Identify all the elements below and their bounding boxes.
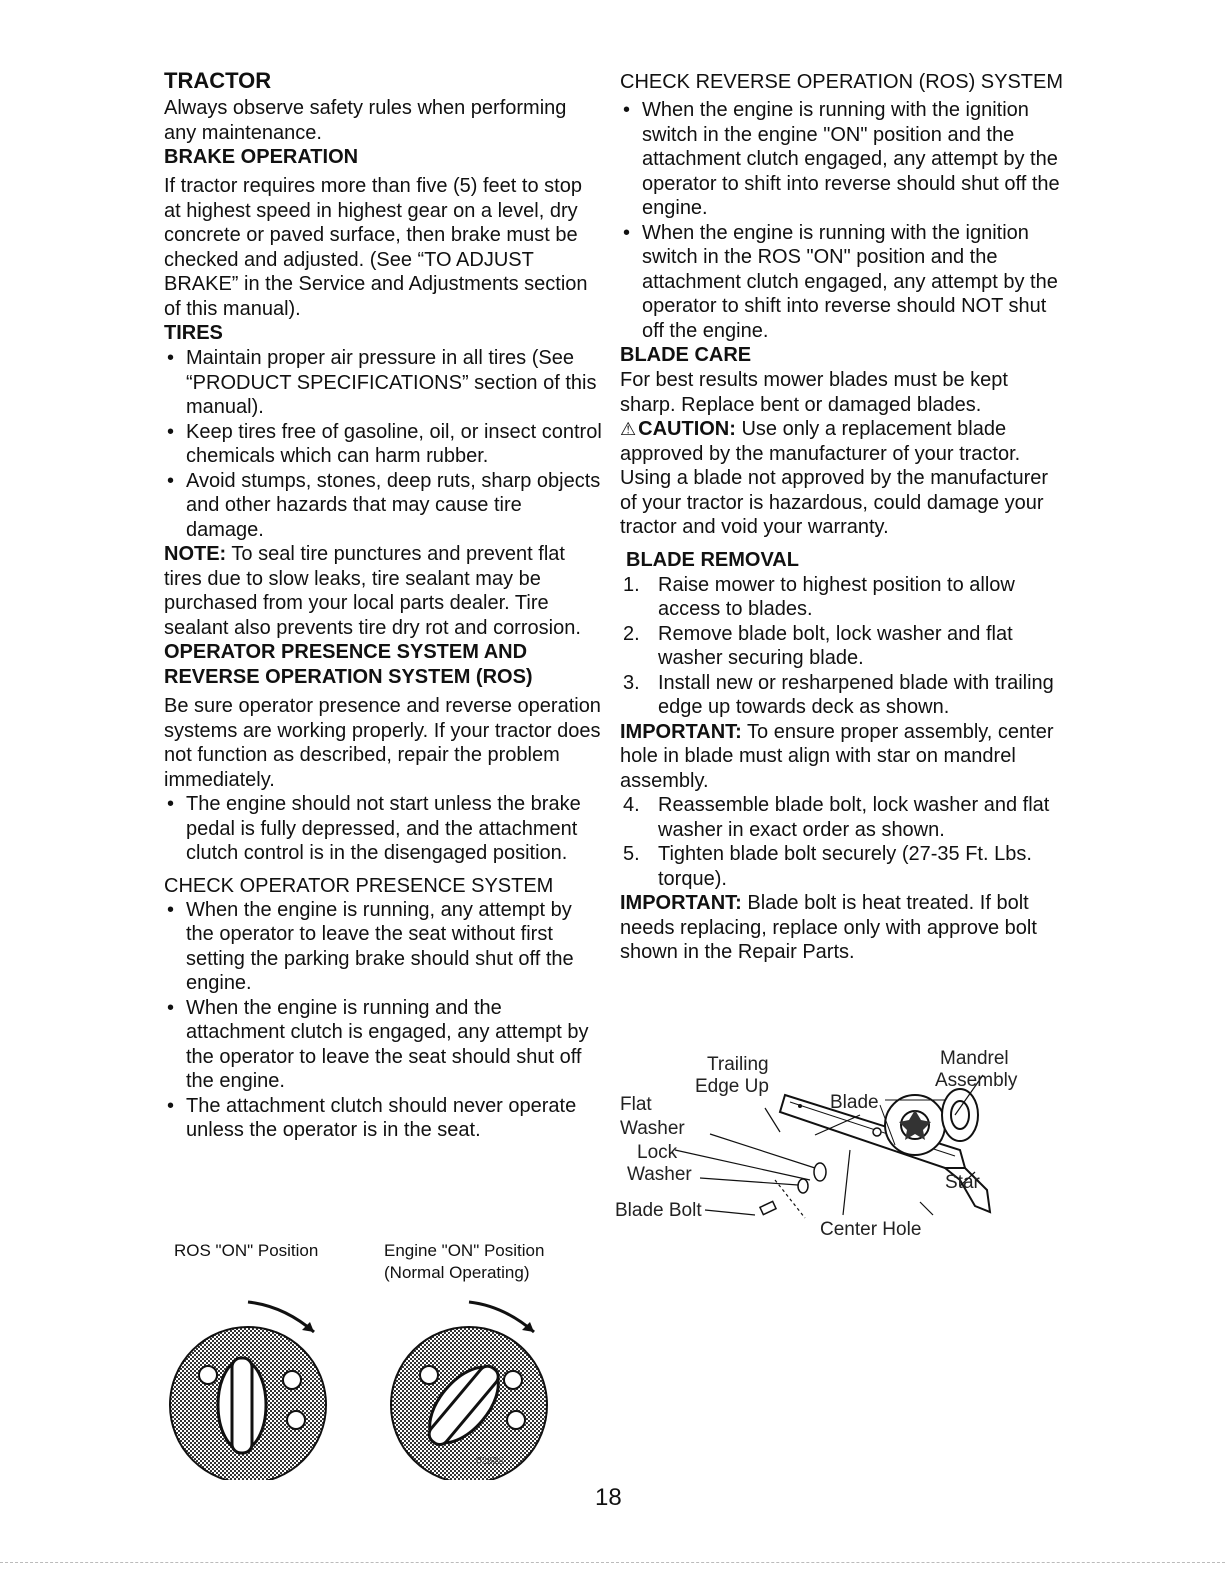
heading-tires: TIRES (164, 322, 223, 344)
scan-edge-line (0, 1562, 1225, 1563)
left-column (164, 66, 604, 1143)
svg-text:Blade Bolt: Blade Bolt (615, 1200, 702, 1221)
note-text: To seal tire punctures and prevent flat tires due to slow leaks, tire sealant may be purchased from your local parts dealer. Tire sealant also prevents tire dry rot and corrosion. (164, 543, 581, 639)
caution-text: Use only a replacement blade approved by the manufacturer of your tractor. Using a blade not approved by the manufacturer of your tractor is hazardous, could damage your tractor and void your warranty. (620, 418, 1049, 538)
list-item: 5. Tighten blade bolt securely (27-35 Ft. Lbs. torque). (623, 843, 1032, 890)
svg-text:Star: Star (945, 1172, 980, 1193)
right-column (620, 70, 1065, 965)
ignition-switch-figure (164, 1240, 624, 1480)
heading-blade-care: BLADE CARE (620, 344, 752, 366)
heading-check-operator-presence: CHECK OPERATOR PRESENCE SYSTEM (164, 874, 554, 897)
knob-caption-engine-line2: (Normal Operating) (384, 1263, 530, 1282)
list-item: 4. Reassemble blade bolt, lock washer and flat washer in exact order as shown. (623, 794, 1050, 841)
blade-bolt-icon (760, 1201, 776, 1214)
important-paragraph-1 (620, 720, 1065, 794)
svg-text:Trailing: Trailing (707, 1054, 769, 1075)
ops-text: Be sure operator presence and reverse operation systems are working properly. If your tractor does not function as described, repair the problem immediately. (164, 695, 601, 791)
list-item: • Keep tires free of gasoline, oil, or insect control chemicals which can harm rubber. (164, 420, 604, 469)
list-item: • When the engine is running and the attachment clutch is engaged, any attempt by the operator to leave the seat should shut off the engine. (164, 996, 604, 1094)
check-ops-list (164, 898, 604, 1143)
list-item: • When the engine is running, any attempt by the operator to leave the seat without first setting the parking brake should shut off the engine. (164, 898, 604, 996)
svg-text:Mandrel: Mandrel (940, 1048, 1009, 1069)
svg-text:Washer: Washer (627, 1164, 692, 1185)
ros-knob-icon (170, 1302, 326, 1480)
svg-text:Blade: Blade (830, 1092, 879, 1113)
caution-label: CAUTION: (638, 418, 736, 440)
svg-text:Lock: Lock (637, 1142, 678, 1163)
svg-text:Flat: Flat (620, 1094, 652, 1115)
list-item: 1. Raise mower to highest position to allow access to blades. (623, 573, 1015, 620)
blade-removal-steps-continued (620, 793, 1065, 891)
blade-care-text: For best results mower blades must be kept sharp. Replace bent or damaged blades. (620, 369, 1008, 416)
svg-text:Edge Up: Edge Up (695, 1076, 769, 1097)
knob-caption-engine-line1: Engine "ON" Position (384, 1241, 545, 1260)
knob-caption-ros: ROS "ON" Position (174, 1241, 319, 1260)
list-item: • The engine should not start unless the brake pedal is fully depressed, and the attachment clutch control is in the disengaged position. (164, 792, 604, 866)
section-title-tractor: TRACTOR (164, 68, 272, 93)
list-item: • Avoid stumps, stones, deep ruts, sharp objects and other hazards that may cause tire damage. (164, 469, 604, 543)
heading-check-reverse-operation: CHECK REVERSE OPERATION (ROS) SYSTEM (620, 71, 1064, 93)
list-item: 2. Remove blade bolt, lock washer and flat washer securing blade. (623, 622, 1013, 669)
important-label: IMPORTANT: (620, 892, 742, 914)
list-item: • When the engine is running with the ignition switch in the ROS "ON" position and the attachment clutch engaged, any attempt by the operator to shift into reverse should NOT shut off the engine. (620, 221, 1065, 344)
svg-text:Assembly: Assembly (935, 1070, 1018, 1091)
note-paragraph (164, 542, 604, 640)
warning-triangle-icon: ⚠ (620, 419, 637, 439)
svg-text:Center Hole: Center Hole (820, 1219, 922, 1240)
page-number: 18 (595, 1484, 622, 1511)
ignition-knobs-illustration (164, 1240, 624, 1480)
note-label: NOTE: (164, 543, 227, 565)
important-label: IMPORTANT: (620, 720, 742, 743)
list-item: • When the engine is running with the ignition switch in the engine "ON" position and the attachment clutch engaged, any attempt by the operator to shift into reverse should shut off the engine. (620, 98, 1065, 221)
list-item: • Maintain proper air pressure in all tires (See “PRODUCT SPECIFICATIONS” section of this manual). (164, 346, 604, 420)
figure-code: 02828 (476, 1456, 504, 1467)
blade-removal-steps (620, 573, 1065, 720)
important-text: To ensure proper assembly, center hole in blade must align with star on mandrel assembly. (620, 720, 1054, 792)
intro-text: Always observe safety rules when performing any maintenance. (164, 97, 567, 144)
ops-list (164, 792, 604, 866)
blade-assembly-diagram (615, 1040, 1065, 1250)
list-item: • The attachment clutch should never operate unless the operator is in the seat. (164, 1094, 604, 1143)
check-ros-list (620, 98, 1065, 343)
heading-brake-operation: BRAKE OPERATION (164, 146, 359, 168)
engine-knob-icon (391, 1302, 547, 1480)
caution-paragraph (620, 417, 1065, 540)
svg-text:Washer: Washer (620, 1118, 685, 1139)
brake-text: If tractor requires more than five (5) feet to stop at highest speed in highest gear on a level, dry concrete or paved surface, then brake must be checked and adjusted. (See “TO ADJUST BRAKE” in the Service and Adjustments section of this manual). (164, 175, 588, 320)
heading-blade-removal: BLADE REMOVAL (626, 548, 799, 571)
tires-list (164, 346, 604, 542)
heading-operator-presence: OPERATOR PRESENCE SYSTEM AND REVERSE OPERATION SYSTEM (ROS) (164, 641, 533, 688)
important-text: Blade bolt is heat treated. If bolt needs replacing, replace only with approve bolt shown in the Repair Parts. (620, 892, 1037, 963)
important-paragraph-2 (620, 891, 1065, 965)
mandrel-assembly-icon (880, 1089, 978, 1155)
list-item: 3. Install new or resharpened blade with trailing edge up towards deck as shown. (623, 671, 1054, 718)
